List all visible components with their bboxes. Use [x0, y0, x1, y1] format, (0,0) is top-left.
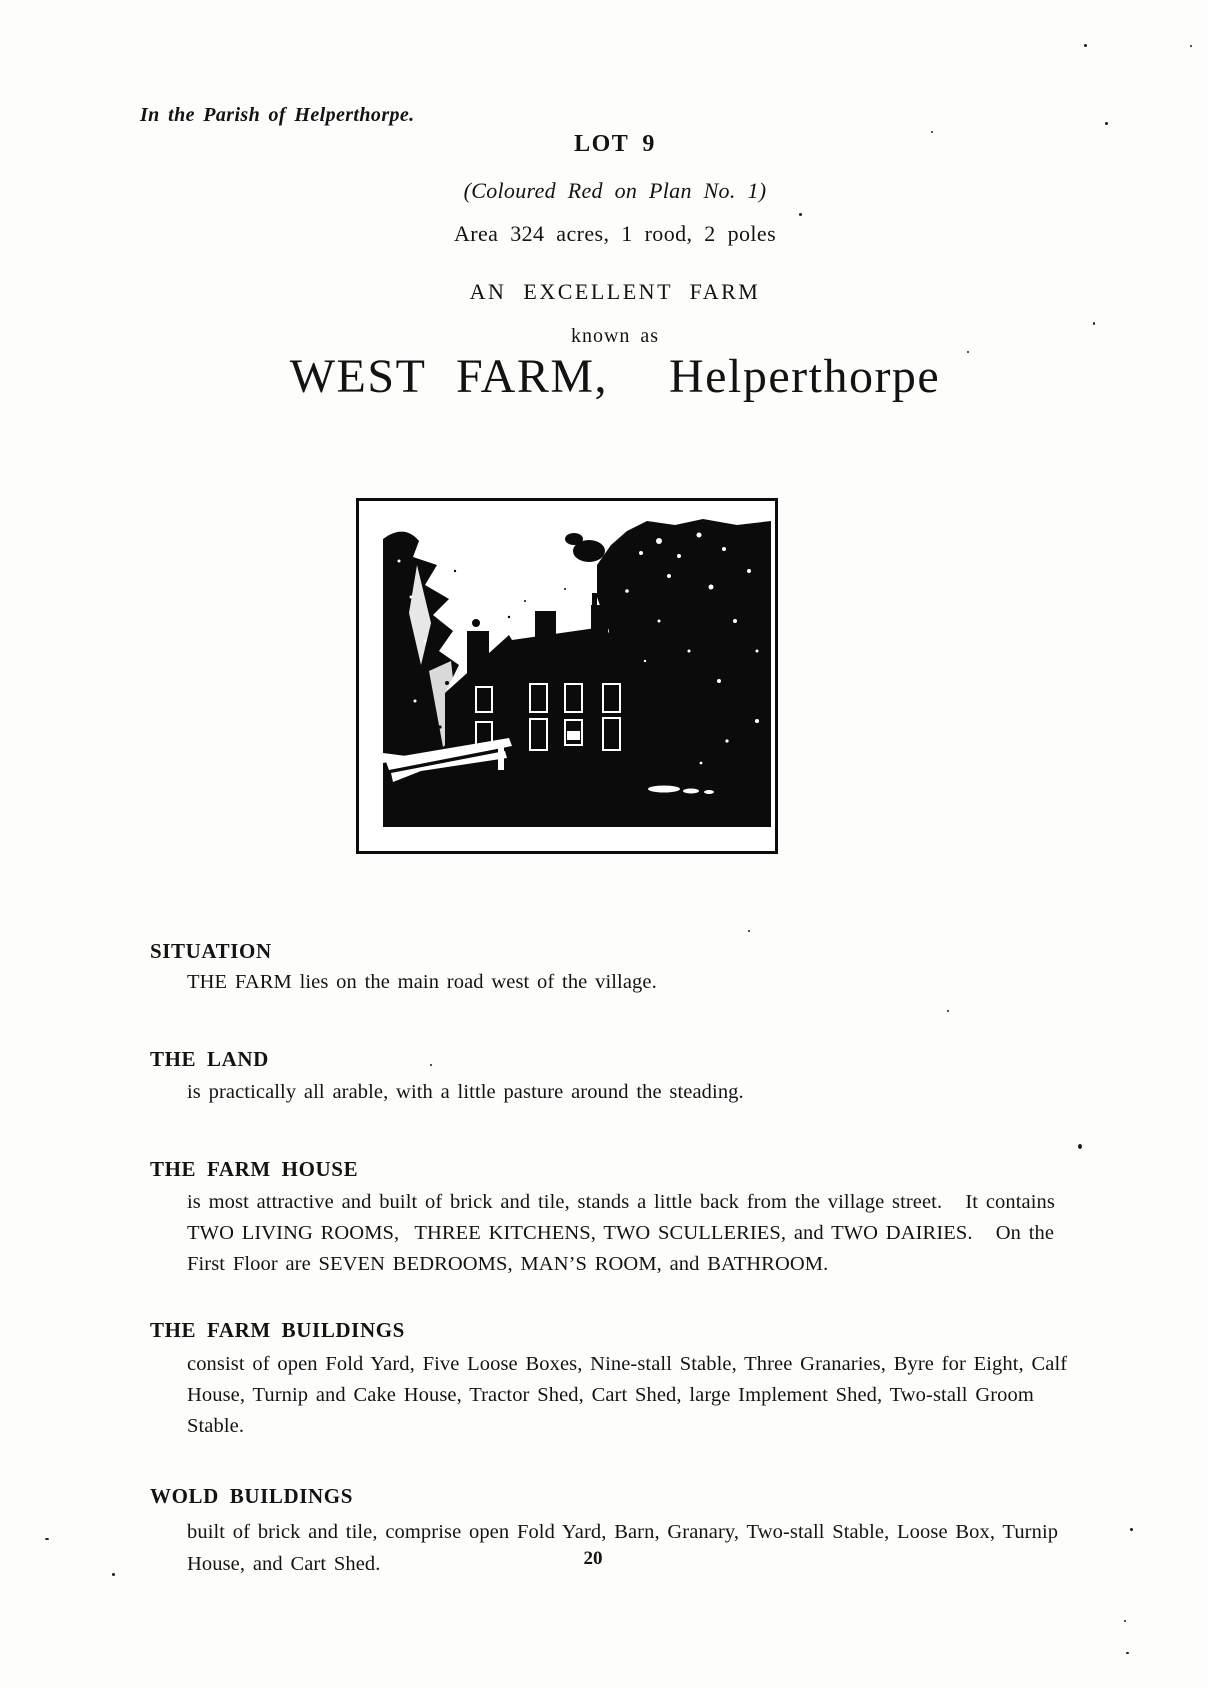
- scan-speck: [799, 213, 802, 216]
- section-situation-line-1: THE FARM lies on the main road west of the village.: [187, 970, 657, 993]
- section-farm-house-line-2: TWO LIVING ROOMS, THREE KITCHENS, TWO SCULLERIES, and TWO DAIRIES. On the: [187, 1221, 1055, 1244]
- scan-speck: [1078, 1144, 1082, 1149]
- farm-descriptor: AN EXCELLENT FARM: [469, 279, 761, 304]
- scan-speck: [1093, 322, 1095, 325]
- farmhouse-photo-frame: [356, 498, 778, 854]
- section-heading-farm-house: THE FARM HOUSE: [150, 1157, 359, 1182]
- known-as-label: known as: [570, 325, 660, 347]
- section-farm-buildings-line-2: House, Turnip and Cake House, Tractor Shed, Cart Shed, large Implement Shed, Two-stall Groom: [187, 1383, 1034, 1406]
- scan-speck: [748, 930, 750, 932]
- scan-speck: [931, 131, 933, 133]
- section-farm-buildings-line-1: consist of open Fold Yard, Five Loose Boxes, Nine-stall Stable, Three Granaries, Byre for Eight, Calf: [187, 1352, 1068, 1375]
- scan-speck: [947, 1010, 949, 1012]
- scan-speck: [967, 351, 969, 353]
- area-line: Area 324 acres, 1 rood, 2 poles: [453, 221, 777, 246]
- scan-speck: [1105, 122, 1108, 125]
- farm-name-title: WEST FARM, Helperthorpe: [289, 350, 941, 403]
- parish-note: In the Parish of Helperthorpe.: [140, 104, 415, 126]
- scan-speck: [1126, 1652, 1129, 1654]
- scan-speck: [45, 1538, 49, 1540]
- scan-speck: [1190, 45, 1192, 47]
- section-land-line-1: is practically all arable, with a little pasture around the steading.: [187, 1080, 744, 1103]
- section-farm-house-line-3: First Floor are SEVEN BEDROOMS, MAN’S ROOM, and BATHROOM.: [187, 1252, 829, 1275]
- scan-speck: [430, 1064, 432, 1066]
- page-number: 20: [583, 1548, 603, 1569]
- section-heading-farm-buildings: THE FARM BUILDINGS: [150, 1318, 405, 1343]
- scan-speck: [1084, 44, 1087, 47]
- section-farm-house-line-1: is most attractive and built of brick and tile, stands a little back from the village street. It contains: [187, 1190, 1055, 1213]
- section-wold-buildings-line-2: House, and Cart Shed.: [187, 1552, 381, 1575]
- section-heading-wold-buildings: WOLD BUILDINGS: [150, 1484, 354, 1509]
- scan-speck: [112, 1573, 115, 1576]
- section-wold-buildings-line-1: built of brick and tile, comprise open Fold Yard, Barn, Granary, Two-stall Stable, Loose Box, Turnip: [187, 1520, 1059, 1543]
- section-heading-the-land: THE LAND: [150, 1047, 269, 1072]
- scan-speck: [1130, 1528, 1133, 1531]
- farmhouse-photo: [359, 501, 775, 851]
- plan-colour-note: (Coloured Red on Plan No. 1): [463, 178, 767, 203]
- section-farm-buildings-line-3: Stable.: [187, 1414, 245, 1437]
- section-heading-situation: SITUATION: [150, 939, 272, 964]
- scan-speck: [1124, 1620, 1126, 1622]
- lot-title: LOT 9: [574, 131, 656, 157]
